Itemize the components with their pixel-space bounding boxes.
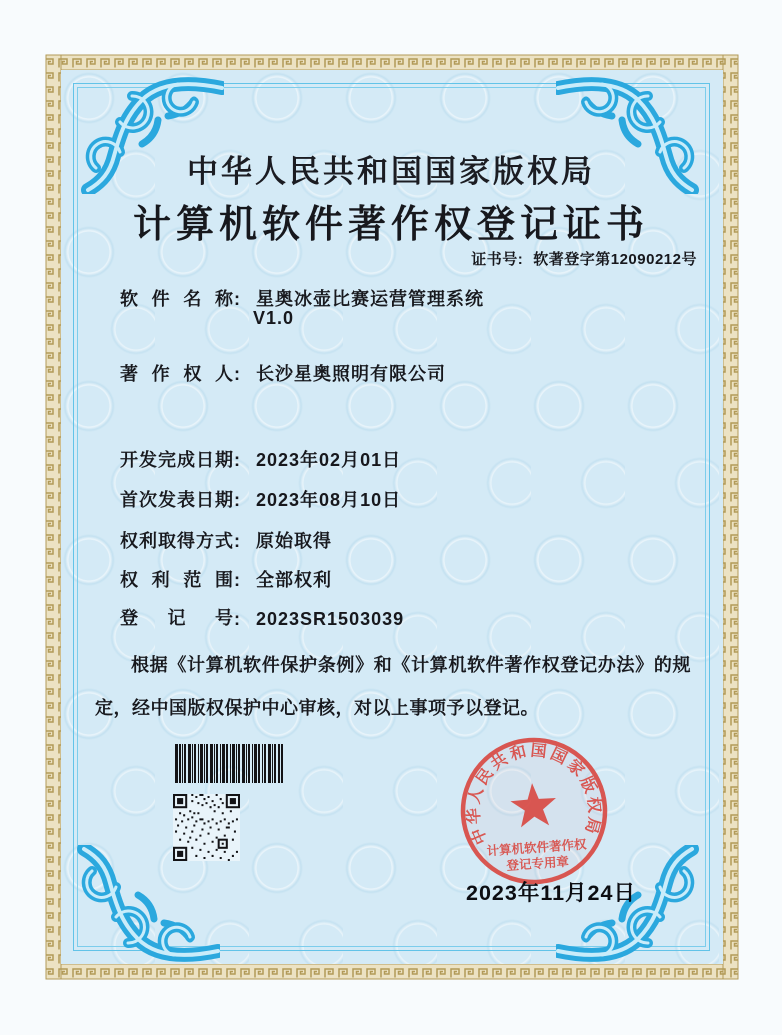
certificate-number [471,248,697,269]
field-row-first-publish-date [120,486,401,512]
field-colon: : [234,364,240,384]
field-colon: : [234,609,240,629]
field-label: 登记号 [120,608,233,628]
authority-title: 中华人民共和国国家版权局 [187,154,595,189]
field-colon: : [234,289,240,309]
field-row-acquisition-method [120,527,332,553]
seal-inner-line1: 计算机软件著作权 [486,837,587,859]
field-label: 权利范围 [120,570,233,590]
qr-code-icon [173,794,240,861]
field-colon: : [234,450,240,470]
barcode-icon [175,744,283,783]
field-colon: : [234,531,240,551]
field-row-completion-date [120,446,401,472]
field-label: 开发完成日期 [120,450,233,470]
field-value: 2023年02月01日 [256,450,402,470]
field-value: 2023SR1503039 [256,609,405,629]
field-row-copyright-owner [120,360,446,386]
field-value: 原始取得 [256,531,332,551]
registration-statement: 根据《计算机软件保护条例》和《计算机软件著作权登记办法》的规定，经中国版权保护中心审核，对以上事项予以登记。 [95,655,691,718]
certificate-number-value: 软著登字第12090212号 [533,251,697,268]
field-row-registration-number [120,604,404,630]
field-value: 全部权利 [256,570,332,590]
seal-inner-line2: 登记专用章 [506,854,570,874]
field-row-software-name [120,285,484,311]
issue-date: 2023年11月24日 [466,881,636,905]
field-value: 长沙星奥照明有限公司 [256,364,446,384]
field-colon: : [234,570,240,590]
field-label: 软件名称 [120,289,233,309]
field-label: 首次发表日期 [120,490,233,510]
seal-ring-text: 中华人民共和国国家版权局 [465,742,603,847]
field-value: 星奥冰壶比赛运营管理系统 [256,289,484,309]
field-colon: : [234,490,240,510]
field-row-rights-scope [120,566,332,592]
field-label: 著作权人 [120,364,233,384]
software-version: V1.0 [253,308,295,328]
field-value: 2023年08月10日 [256,490,402,510]
certificate-number-label: 证书号: [471,251,524,268]
official-seal [449,726,620,897]
field-label: 权利取得方式 [120,531,233,551]
certificate-title: 计算机软件著作权登记证书 [132,204,649,246]
